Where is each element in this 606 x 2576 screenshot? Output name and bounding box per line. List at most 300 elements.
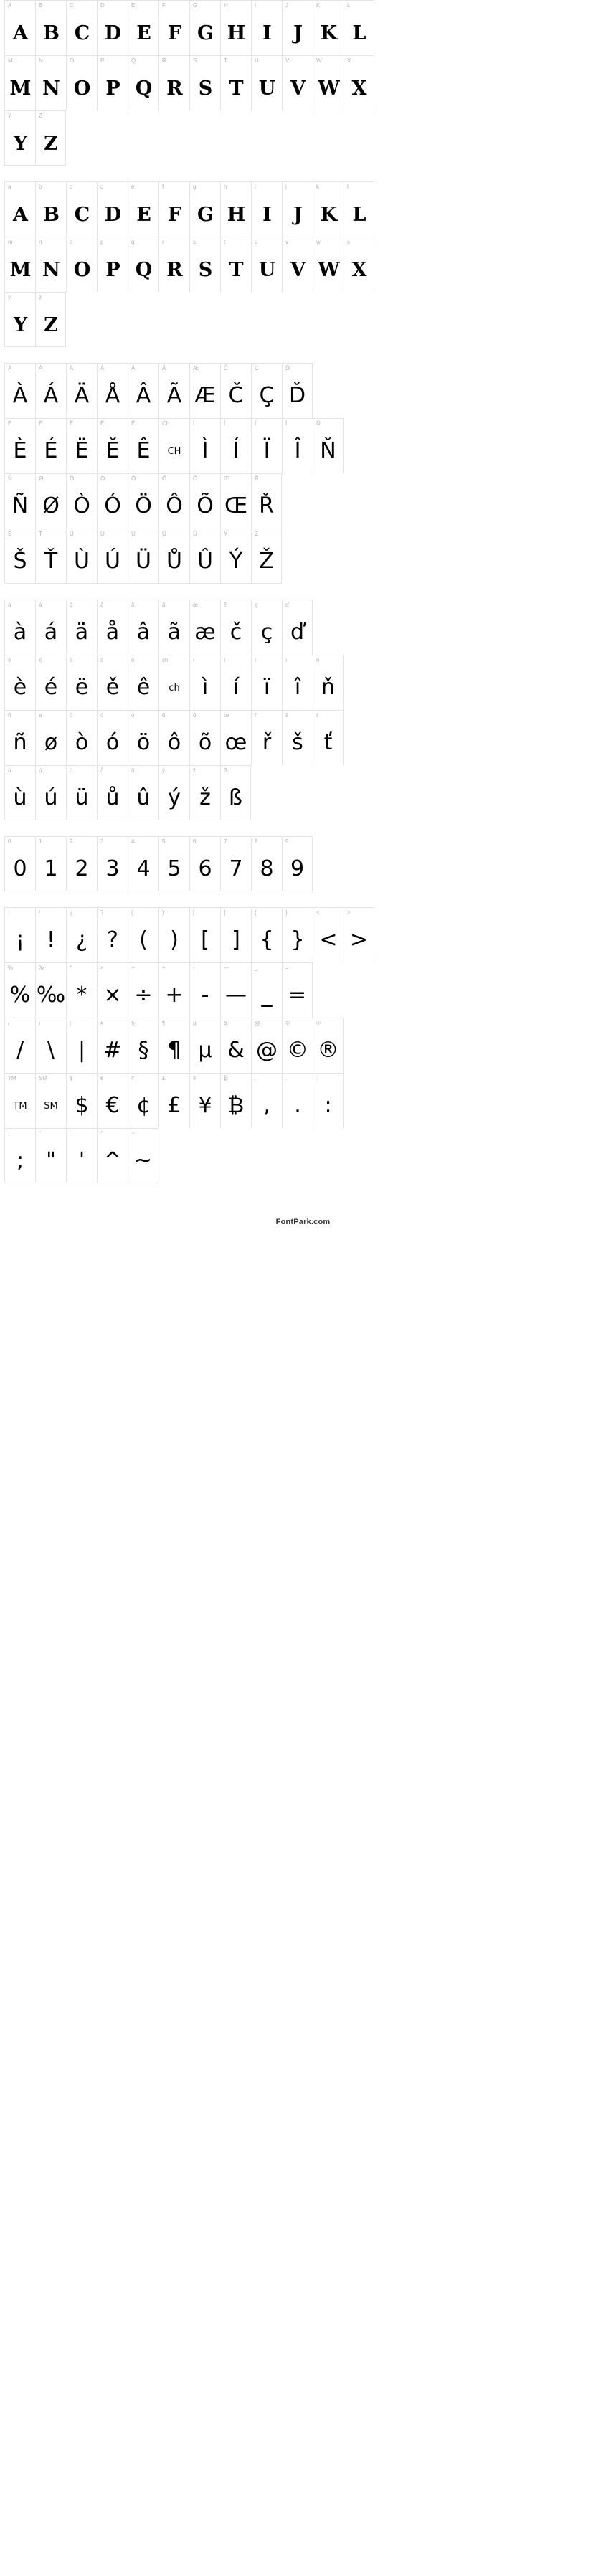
glyph-cell[interactable] [35,836,66,891]
glyph-code-label: ó [100,712,104,719]
glyph-cell[interactable] [4,962,35,1018]
glyph-cell[interactable] [128,710,158,765]
glyph-code-label: Á [39,365,43,371]
glyph-code-label: . [285,1075,288,1081]
glyph-code-label: Ê [131,420,136,427]
glyph-cell[interactable] [251,55,282,110]
glyph-cell[interactable] [220,0,251,55]
glyph-row [0,529,606,584]
glyph-character: õ [198,730,212,755]
glyph-cell[interactable] [251,418,282,473]
glyph-cell[interactable] [66,473,97,529]
glyph-cell[interactable] [189,418,220,473]
glyph-cell[interactable] [4,765,35,820]
glyph-character: â [136,620,151,645]
glyph-cell[interactable] [66,55,97,110]
glyph-cell[interactable] [4,836,35,891]
glyph-block-uppercase-accented [0,363,606,600]
glyph-cell[interactable] [189,600,220,655]
glyph-cell[interactable] [66,363,97,418]
glyph-cell[interactable] [97,600,128,655]
glyph-cell[interactable] [35,1073,66,1128]
glyph-code-label: Æ [193,365,199,371]
glyph-cell[interactable] [97,836,128,891]
glyph-cell[interactable] [220,836,251,891]
glyph-cell[interactable] [282,55,313,110]
glyph-cell[interactable] [128,836,158,891]
glyph-character: E [136,203,151,226]
glyph-cell[interactable] [4,55,35,110]
glyph-cell[interactable] [66,1128,97,1183]
glyph-cell[interactable] [35,907,66,962]
glyph-cell[interactable] [4,237,35,292]
glyph-cell[interactable] [158,1018,189,1073]
glyph-cell[interactable] [66,600,97,655]
glyph-cell[interactable] [35,363,66,418]
glyph-cell[interactable] [128,765,158,820]
glyph-row [0,655,606,710]
glyph-code-label: Ú [100,531,105,537]
glyph-cell[interactable] [251,529,282,584]
glyph-cell[interactable] [189,0,220,55]
glyph-cell[interactable] [4,1018,35,1073]
glyph-character: Ò [73,493,90,518]
glyph-cell[interactable] [282,181,313,237]
glyph-cell[interactable] [313,1073,344,1128]
glyph-code-label: š [285,712,288,719]
glyph-cell[interactable] [35,962,66,1018]
glyph-cell[interactable] [128,237,158,292]
glyph-code-label: 2 [70,838,73,845]
glyph-cell[interactable] [220,765,251,820]
glyph-code-label: ‰ [39,965,44,971]
glyph-character: 4 [136,856,151,881]
glyph-cell[interactable] [313,418,344,473]
glyph-cell[interactable] [66,529,97,584]
glyph-cell[interactable] [66,181,97,237]
glyph-cell[interactable] [66,907,97,962]
glyph-cell[interactable] [189,529,220,584]
glyph-cell[interactable] [313,1018,344,1073]
glyph-cell[interactable] [251,907,282,962]
glyph-cell[interactable] [66,962,97,1018]
glyph-code-label: ž [193,767,196,774]
glyph-cell[interactable] [220,529,251,584]
glyph-cell[interactable] [313,181,344,237]
glyph-code-label: , [255,1075,257,1081]
glyph-cell[interactable] [282,655,313,710]
glyph-cell[interactable] [4,1128,35,1183]
glyph-block-lowercase-latin [0,181,606,363]
glyph-character: ! [46,927,56,952]
glyph-cell[interactable] [158,710,189,765]
glyph-cell[interactable] [251,1073,282,1128]
glyph-character: Ï [263,438,270,463]
glyph-cell[interactable] [189,907,220,962]
glyph-cell[interactable] [4,292,35,347]
glyph-cell[interactable] [66,237,97,292]
glyph-cell[interactable] [97,363,128,418]
glyph-cell[interactable] [220,600,251,655]
glyph-cell[interactable] [282,363,313,418]
glyph-code-label: l [347,184,349,190]
glyph-code-label: S [193,57,197,64]
glyph-code-label: 4 [131,838,135,845]
glyph-cell[interactable] [97,962,128,1018]
glyph-cell[interactable] [251,710,282,765]
glyph-cell[interactable] [97,181,128,237]
glyph-character: ? [107,927,118,952]
glyph-cell[interactable] [66,655,97,710]
glyph-code-label: * [70,965,72,971]
glyph-character: ‰ [36,982,66,1008]
glyph-character: O [73,77,90,100]
glyph-code-label: ( [131,909,133,916]
glyph-character: : [324,1093,332,1118]
glyph-cell[interactable] [189,473,220,529]
glyph-cell[interactable] [251,0,282,55]
glyph-cell[interactable] [220,1018,251,1073]
glyph-code-label: Ì [193,420,195,427]
glyph-cell[interactable] [251,600,282,655]
glyph-cell[interactable] [220,655,251,710]
glyph-cell[interactable] [35,110,66,166]
glyph-cell[interactable] [344,0,374,55]
glyph-code-label: w [316,239,321,245]
glyph-character: Ñ [11,493,29,518]
glyph-cell[interactable] [35,181,66,237]
glyph-character: ã [167,620,181,645]
glyph-cell[interactable] [128,363,158,418]
glyph-cell[interactable] [313,655,344,710]
glyph-code-label: œ [224,712,229,719]
glyph-cell[interactable] [189,181,220,237]
glyph-character: U [258,258,275,281]
glyph-character: I [262,203,271,226]
glyph-cell[interactable] [4,363,35,418]
glyph-cell[interactable] [251,655,282,710]
glyph-character: , [263,1093,270,1118]
glyph-code-label: o [70,239,73,245]
glyph-code-label: å [100,602,104,608]
glyph-code-label: - [193,965,195,971]
glyph-code-label: 7 [224,838,227,845]
glyph-cell[interactable] [35,765,66,820]
glyph-character: ' [78,1148,85,1173]
glyph-cell[interactable] [35,529,66,584]
glyph-cell[interactable] [251,181,282,237]
glyph-code-label: ì [193,657,195,663]
glyph-cell[interactable] [35,0,66,55]
glyph-cell[interactable] [313,710,344,765]
glyph-cell[interactable] [344,907,374,962]
glyph-code-label: à [8,602,11,608]
glyph-cell[interactable] [97,1128,128,1183]
glyph-character: K [320,203,337,226]
glyph-cell[interactable] [97,418,128,473]
glyph-character: à [13,620,27,645]
glyph-cell[interactable] [66,0,97,55]
glyph-cell[interactable] [189,237,220,292]
glyph-code-label: x [347,239,350,245]
glyph-character: A [13,203,27,226]
glyph-code-label: ü [70,767,73,774]
glyph-character: TM [13,1100,27,1112]
glyph-code-label: © [285,1020,290,1026]
glyph-cell[interactable] [313,0,344,55]
glyph-cell[interactable] [35,600,66,655]
glyph-cell[interactable] [158,55,189,110]
glyph-cell[interactable] [282,907,313,962]
glyph-character: å [105,620,120,645]
glyph-character: 1 [44,856,58,881]
glyph-cell[interactable] [158,237,189,292]
glyph-cell[interactable] [128,907,158,962]
glyph-cell[interactable] [66,765,97,820]
glyph-cell[interactable] [282,710,313,765]
glyph-cell[interactable] [66,1018,97,1073]
glyph-cell[interactable] [220,363,251,418]
glyph-cell[interactable] [66,1073,97,1128]
glyph-code-label: 8 [255,838,258,845]
glyph-cell[interactable] [158,962,189,1018]
glyph-cell[interactable] [128,655,158,710]
glyph-character: ä [75,620,89,645]
block-spacer [0,347,606,363]
glyph-character: Å [105,383,120,408]
glyph-character: V [290,258,305,281]
glyph-cell[interactable] [128,0,158,55]
glyph-cell[interactable] [251,473,282,529]
glyph-cell[interactable] [158,363,189,418]
glyph-cell[interactable] [35,1018,66,1073]
glyph-code-label: ê [131,657,135,663]
glyph-character: Ť [44,549,58,574]
glyph-cell[interactable] [35,55,66,110]
glyph-cell[interactable] [220,1073,251,1128]
glyph-cell[interactable] [128,1018,158,1073]
glyph-cell[interactable] [189,55,220,110]
glyph-cell[interactable] [282,0,313,55]
glyph-cell[interactable] [158,473,189,529]
glyph-cell[interactable] [35,292,66,347]
glyph-character: X [351,258,366,281]
glyph-cell[interactable] [189,836,220,891]
glyph-cell[interactable] [158,836,189,891]
glyph-cell[interactable] [220,907,251,962]
glyph-cell[interactable] [4,655,35,710]
glyph-code-label: 9 [285,838,289,845]
glyph-code-label: Č [224,365,228,371]
glyph-cell[interactable] [282,237,313,292]
glyph-code-label: Ě [100,420,105,427]
glyph-cell[interactable] [97,473,128,529]
glyph-cell[interactable] [97,710,128,765]
glyph-cell[interactable] [35,1128,66,1183]
glyph-cell[interactable] [128,529,158,584]
glyph-cell[interactable] [66,710,97,765]
glyph-cell[interactable] [158,765,189,820]
glyph-character: Ö [135,493,152,518]
glyph-code-label: y [8,294,11,300]
glyph-character: Ů [166,549,182,574]
glyph-cell[interactable] [4,418,35,473]
glyph-code-label: ò [70,712,73,719]
glyph-code-label: × [100,965,104,971]
glyph-character: ť [323,730,333,755]
glyph-cell[interactable] [344,55,374,110]
glyph-cell[interactable] [35,655,66,710]
glyph-code-label: i [255,184,256,190]
glyph-character: ¢ [136,1093,151,1118]
glyph-cell[interactable] [128,962,158,1018]
glyph-code-label: 6 [193,838,197,845]
glyph-cell[interactable] [220,473,251,529]
glyph-cell[interactable] [97,765,128,820]
glyph-character: ó [105,730,120,755]
glyph-cell[interactable] [128,418,158,473]
glyph-cell[interactable] [66,836,97,891]
glyph-cell[interactable] [158,181,189,237]
glyph-cell[interactable] [4,181,35,237]
glyph-cell[interactable] [313,237,344,292]
glyph-code-label: ů [100,767,104,774]
glyph-cell[interactable] [97,237,128,292]
glyph-cell[interactable] [4,529,35,584]
glyph-cell[interactable] [4,1073,35,1128]
glyph-cell[interactable] [158,655,189,710]
glyph-cell[interactable] [4,473,35,529]
block-spacer [0,891,606,907]
glyph-code-label: Ť [39,531,42,537]
glyph-cell[interactable] [282,418,313,473]
glyph-cell[interactable] [313,907,344,962]
glyph-code-label: Ù [70,531,74,537]
glyph-row [0,962,606,1018]
glyph-cell[interactable] [282,1018,313,1073]
glyph-cell[interactable] [35,710,66,765]
glyph-row [0,181,606,237]
glyph-cell[interactable] [344,237,374,292]
glyph-cell[interactable] [220,962,251,1018]
glyph-cell[interactable] [251,1018,282,1073]
glyph-cell[interactable] [220,55,251,110]
glyph-code-label: v [285,239,288,245]
glyph-character: Ú [105,549,120,574]
glyph-character: × [103,982,122,1008]
glyph-cell[interactable] [282,962,313,1018]
glyph-row [0,418,606,473]
glyph-cell[interactable] [189,363,220,418]
glyph-cell[interactable] [189,655,220,710]
glyph-cell[interactable] [189,1073,220,1128]
glyph-code-label: æ [193,602,199,608]
glyph-code-label: # [100,1020,104,1026]
glyph-character: J [293,22,302,44]
glyph-code-label: ď [285,602,289,608]
glyph-cell[interactable] [282,1073,313,1128]
glyph-cell[interactable] [251,237,282,292]
glyph-cell[interactable] [97,529,128,584]
glyph-code-label: Û [193,531,197,537]
glyph-cell[interactable] [189,710,220,765]
glyph-row [0,600,606,655]
glyph-cell[interactable] [97,55,128,110]
glyph-cell[interactable] [189,962,220,1018]
glyph-cell[interactable] [128,181,158,237]
glyph-character: Ř [259,493,274,518]
glyph-cell[interactable] [97,655,128,710]
glyph-cell[interactable] [4,710,35,765]
glyph-character: \ [47,1038,55,1063]
glyph-cell[interactable] [220,418,251,473]
glyph-cell[interactable] [189,1018,220,1073]
glyph-character: ) [170,927,179,952]
glyph-cell[interactable] [97,1018,128,1073]
glyph-cell[interactable] [251,363,282,418]
glyph-cell[interactable] [220,237,251,292]
glyph-block-lowercase-accented [0,600,606,836]
glyph-cell[interactable] [220,710,251,765]
glyph-cell[interactable] [251,962,282,1018]
glyph-character: Ç [259,383,275,408]
glyph-code-label: Ý [224,531,228,537]
glyph-character: œ [224,730,247,755]
glyph-cell[interactable] [35,237,66,292]
glyph-cell[interactable] [220,181,251,237]
glyph-character: " [46,1148,56,1173]
glyph-cell[interactable] [313,55,344,110]
glyph-character: î [294,675,301,700]
glyph-cell[interactable] [128,1128,158,1183]
glyph-code-label: ú [39,767,42,774]
glyph-code-label: O [70,57,75,64]
glyph-cell[interactable] [158,1073,189,1128]
glyph-cell[interactable] [4,0,35,55]
glyph-cell[interactable] [189,765,220,820]
glyph-code-label: K [316,2,321,9]
glyph-cell[interactable] [282,600,313,655]
glyph-character: 5 [167,856,181,881]
glyph-cell[interactable] [4,907,35,962]
glyph-cell[interactable] [251,836,282,891]
glyph-cell[interactable] [344,181,374,237]
glyph-cell[interactable] [97,0,128,55]
glyph-cell[interactable] [66,418,97,473]
glyph-cell[interactable] [35,473,66,529]
glyph-code-label: T [224,57,227,64]
glyph-cell[interactable] [97,907,128,962]
glyph-cell[interactable] [158,0,189,55]
glyph-cell[interactable] [282,836,313,891]
glyph-cell[interactable] [158,529,189,584]
glyph-cell[interactable] [128,473,158,529]
glyph-code-label: " [39,1130,41,1137]
glyph-code-label: ^ [100,1130,103,1137]
glyph-cell[interactable] [128,1073,158,1128]
glyph-cell[interactable] [4,110,35,166]
glyph-cell[interactable] [128,55,158,110]
glyph-cell[interactable] [158,600,189,655]
glyph-code-label: Å [100,365,105,371]
glyph-cell[interactable] [4,600,35,655]
glyph-cell[interactable] [158,907,189,962]
glyph-cell[interactable] [97,1073,128,1128]
glyph-cell[interactable] [158,418,189,473]
glyph-cell[interactable] [128,600,158,655]
glyph-cell[interactable] [35,418,66,473]
glyph-code-label: u [255,239,258,245]
